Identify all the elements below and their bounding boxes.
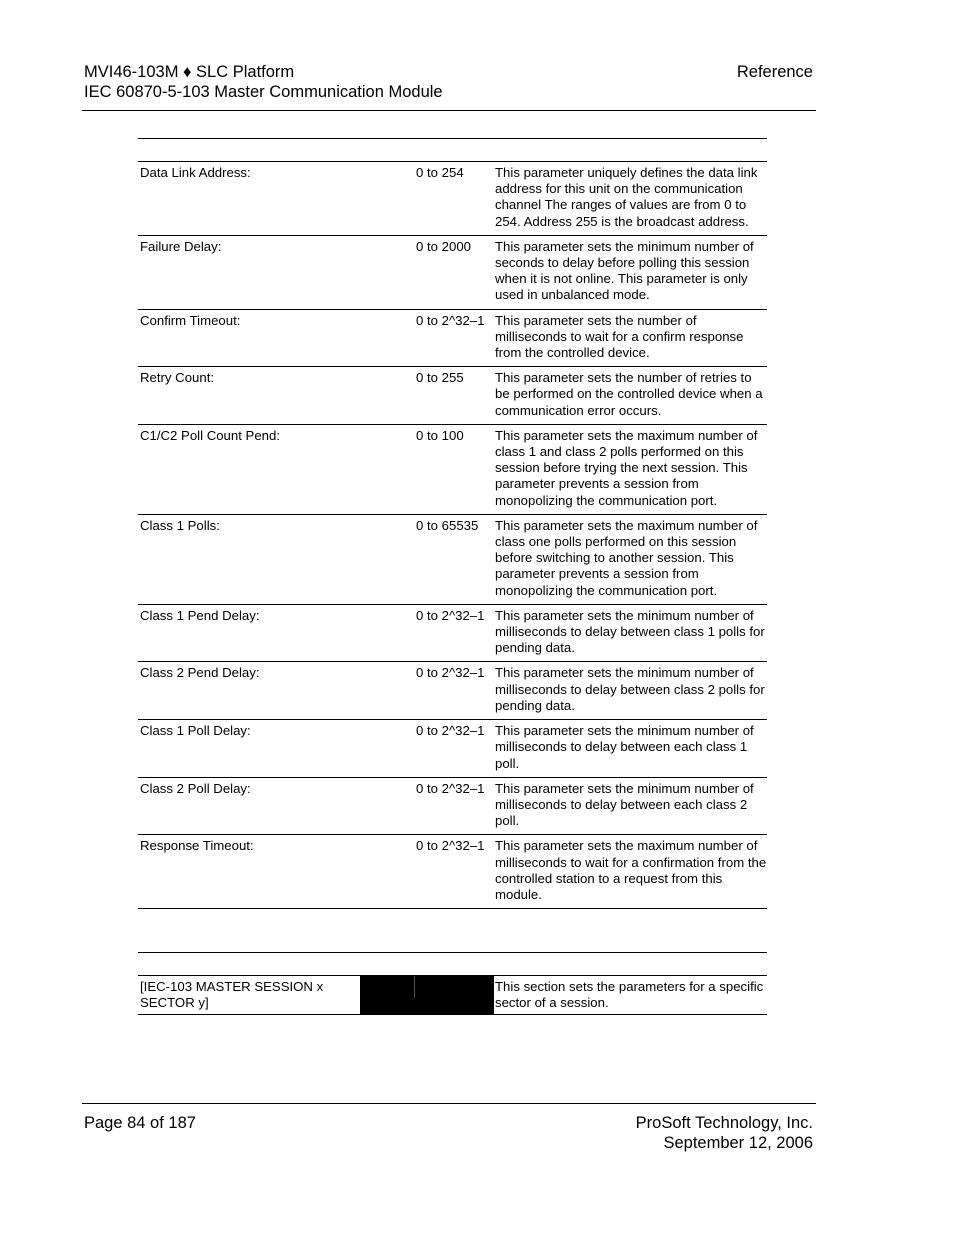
param-range: 0 to 2^32–1 (416, 835, 495, 909)
table-row (138, 976, 767, 1015)
param-description: This parameter sets the minimum number of seconds to delay before polling this session when it is not online. This parameter is only used in unbalanced mode. (495, 235, 767, 309)
param-name: Class 2 Pend Delay: (138, 662, 416, 720)
param-range: 0 to 255 (416, 367, 495, 425)
param-range: 0 to 100 (416, 424, 495, 514)
header-product-line: MVI46-103M ♦ SLC Platform (84, 63, 295, 81)
table-row (138, 777, 767, 835)
header-title (84, 62, 443, 102)
table-row (138, 162, 767, 236)
param-description: This parameter sets the maximum number of class 1 and class 2 polls performed on this session before trying the next session. This parameter prevents a session from monopolizing the communication port. (495, 424, 767, 514)
param-name: Confirm Timeout: (138, 309, 416, 367)
company-name: ProSoft Technology, Inc. (635, 1114, 813, 1132)
section-table (138, 975, 767, 1015)
table-row (138, 835, 767, 909)
param-description: This parameter sets the maximum number of class one polls performed on this session before switching to another session. This parameter prevents a session from monopolizing the communication port. (495, 514, 767, 604)
table-top-rule (138, 138, 767, 139)
param-name: C1/C2 Poll Count Pend: (138, 424, 416, 514)
param-range: 0 to 2^32–1 (416, 720, 495, 778)
param-name: Failure Delay: (138, 235, 416, 309)
footer-divider (82, 1103, 816, 1104)
table-row (138, 604, 767, 662)
param-name: Class 1 Poll Delay: (138, 720, 416, 778)
publication-date: September 12, 2006 (663, 1134, 813, 1152)
table-row (138, 514, 767, 604)
header-section: Reference (736, 63, 813, 81)
param-name: Data Link Address: (138, 162, 416, 236)
param-description: This parameter sets the minimum number of milliseconds to delay between each class 1 poll. (495, 720, 767, 778)
table-row (138, 662, 767, 720)
param-range: 0 to 2^32–1 (416, 662, 495, 720)
param-range: 0 to 2^32–1 (416, 309, 495, 367)
param-name: Class 1 Pend Delay: (138, 604, 416, 662)
param-range: 0 to 2^32–1 (416, 777, 495, 835)
table-row (138, 367, 767, 425)
header-divider (82, 110, 816, 111)
parameters-table (138, 161, 767, 909)
param-name: Class 2 Poll Delay: (138, 777, 416, 835)
redacted-cell (360, 976, 494, 1015)
param-description: This parameter sets the maximum number of milliseconds to wait for a confirmation from the controlled station to a request from this module. (495, 835, 767, 909)
param-name: Retry Count: (138, 367, 416, 425)
header-module-line: IEC 60870-5-103 Master Communication Module (84, 83, 443, 101)
param-description: This parameter sets the number of milliseconds to wait for a confirm response from the controlled device. (495, 309, 767, 367)
table-row (138, 309, 767, 367)
param-description: This parameter sets the minimum number of milliseconds to delay between class 2 polls for pending data. (495, 662, 767, 720)
param-description: This parameter uniquely defines the data link address for this unit on the communication channel The ranges of values are from 0 to 254. Address 255 is the broadcast address. (495, 162, 767, 236)
table-row (138, 720, 767, 778)
param-name: Response Timeout: (138, 835, 416, 909)
param-description: This parameter sets the number of retries to be performed on the controlled device when a communication error occurs. (495, 367, 767, 425)
section-name: [IEC-103 MASTER SESSION x SECTOR y] (138, 976, 360, 1015)
param-range: 0 to 65535 (416, 514, 495, 604)
page-number: Page 84 of 187 (84, 1114, 196, 1132)
param-range: 0 to 254 (416, 162, 495, 236)
footer-info (636, 1113, 813, 1153)
param-range: 0 to 2000 (416, 235, 495, 309)
param-name: Class 1 Polls: (138, 514, 416, 604)
param-range: 0 to 2^32–1 (416, 604, 495, 662)
section-description: This section sets the parameters for a specific sector of a session. (494, 976, 767, 1015)
param-description: This parameter sets the minimum number of milliseconds to delay between class 1 polls for pending data. (495, 604, 767, 662)
param-description: This parameter sets the minimum number of milliseconds to delay between each class 2 poll. (495, 777, 767, 835)
table-row (138, 235, 767, 309)
table-row (138, 424, 767, 514)
section-top-rule (138, 952, 767, 953)
